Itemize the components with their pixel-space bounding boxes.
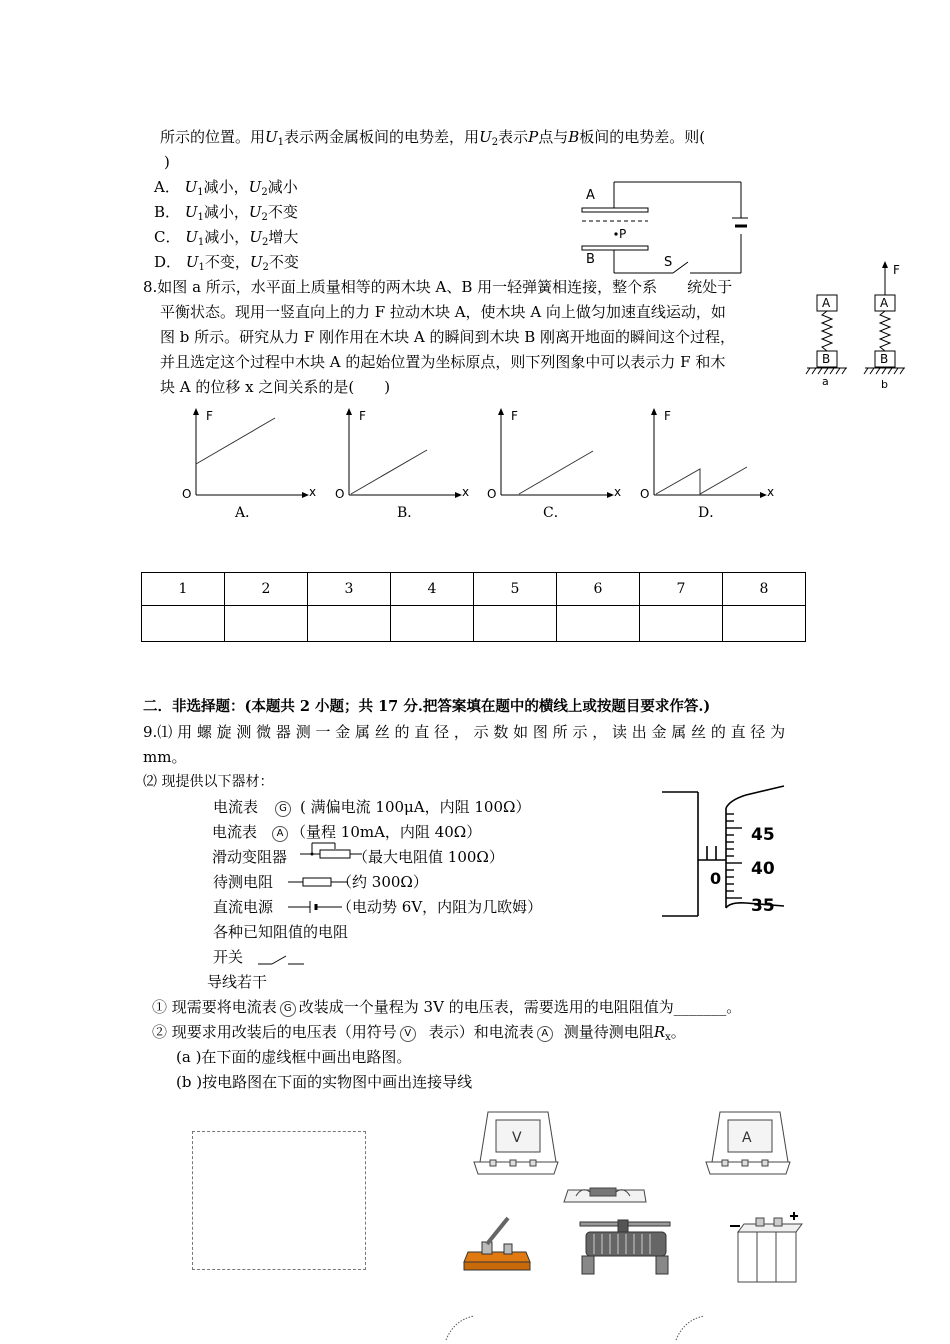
graph-c-origin: O bbox=[487, 487, 497, 501]
answer-cell[interactable] bbox=[391, 606, 474, 642]
section-2-title: 二．非选择题：(本题共 2 小题；共 17 分.把答案填在题中的横线上或按题目要求作答.) bbox=[143, 698, 711, 715]
block-b-label-a: B bbox=[822, 352, 831, 366]
force-f-label: F bbox=[893, 263, 900, 277]
answer-cell[interactable] bbox=[308, 606, 391, 642]
voltmeter-label: V bbox=[512, 1130, 522, 1146]
capacitor-circuit-figure bbox=[578, 176, 748, 276]
answer-number: 7 bbox=[640, 573, 723, 606]
q7-option-b[interactable]: B． $U_1$减小，$U_2$不变 bbox=[154, 203, 298, 223]
answer-cell[interactable] bbox=[640, 606, 723, 642]
graph-d-y: F bbox=[664, 409, 671, 423]
spring-blocks-figure bbox=[805, 258, 915, 393]
q9-part1-line2: mm。 bbox=[143, 748, 187, 766]
answer-cell[interactable] bbox=[723, 606, 806, 642]
q7-option-c[interactable]: C． $U_1$减小，$U_2$增大 bbox=[154, 228, 299, 248]
answer-table bbox=[141, 572, 806, 642]
equip-ammeter: 电流表 A （量程 10mA，内阻 40Ω） bbox=[212, 823, 482, 841]
answer-cell[interactable] bbox=[557, 606, 640, 642]
knife-switch-device[interactable] bbox=[460, 1212, 532, 1274]
partial-figure-left bbox=[440, 1312, 480, 1342]
ammeter-symbol-inline: A bbox=[537, 1026, 553, 1042]
resistor-symbol bbox=[287, 873, 349, 891]
graph-a[interactable] bbox=[180, 405, 320, 525]
graph-a-x: x bbox=[309, 485, 317, 499]
graph-b-option: B． bbox=[397, 505, 422, 521]
q8-line-3: 图 b 所示。研究从力 F 刚作用在木块 A 的瞬间到木块 B 刚离开地面的瞬间这个过程， bbox=[160, 328, 736, 346]
switch-symbol bbox=[256, 950, 306, 970]
partial-figure-right bbox=[670, 1312, 710, 1342]
q8-line-2: 平衡状态。现用一竖直向上的力 F 拉动木块 A，使木块 A 向上做匀加速直线运动，如 bbox=[160, 303, 726, 321]
point-p-label: P bbox=[619, 227, 627, 241]
answer-number: 1 bbox=[142, 573, 225, 606]
q8-line-5: 块 A 的位移 x 之间关系的是( ) bbox=[160, 378, 391, 396]
equip-source: 直流电源 （电动势 6V，内阻为几欧姆） bbox=[213, 898, 543, 916]
graph-b-y: F bbox=[359, 409, 366, 423]
battery-symbol bbox=[287, 893, 343, 917]
resistor-device[interactable] bbox=[560, 1180, 650, 1210]
plate-a-label: A bbox=[586, 188, 595, 203]
q9-part2-intro: ⑵ 现提供以下器材： bbox=[143, 774, 274, 790]
equip-galvanometer: 电流表 G ( 满偏电流 100μA，内阻 100Ω） bbox=[213, 798, 531, 816]
answer-number: 4 bbox=[391, 573, 474, 606]
graph-c-option: C． bbox=[543, 505, 568, 521]
circuit-drawing-box[interactable] bbox=[192, 1131, 366, 1270]
ammeter-symbol: A bbox=[272, 826, 288, 842]
block-b-label-b: B bbox=[880, 352, 889, 366]
graph-b-x: x bbox=[462, 485, 470, 499]
q9-part1-line1: 9.⑴ 用 螺 旋 测 微 器 测 一 金 属 丝 的 直 径 ， 示 数 如 图 所 示 ， 读 出 金 属 丝 的 直 径 为 bbox=[143, 723, 786, 741]
graph-d-x: x bbox=[767, 485, 775, 499]
q9-question-1: ① 现需要将电流表 G 改装成一个量程为 3V 的电压表，需要选用的电阻阻值为_______。 bbox=[152, 998, 742, 1016]
q8-line-4: 并且选定这个过程中木块 A 的起始位置为坐标原点，则下列图象中可以表示力 F 和木 bbox=[160, 353, 726, 371]
answer-number: 5 bbox=[474, 573, 557, 606]
graph-c[interactable] bbox=[485, 405, 625, 525]
graph-a-option: A． bbox=[235, 505, 260, 521]
answer-number: 6 bbox=[557, 573, 640, 606]
figure-b-caption: b bbox=[881, 378, 888, 391]
answer-table-input-row bbox=[142, 606, 806, 642]
battery-device[interactable] bbox=[728, 1210, 804, 1288]
block-a-label-b: A bbox=[880, 296, 889, 310]
q7-stem: 所示的位置。用$U_1$表示两金属板间的电势差，用$U_2$表示P点与B板间的电势差。则( bbox=[160, 128, 706, 148]
rheostat-device[interactable] bbox=[576, 1218, 674, 1278]
equip-switch: 开关 bbox=[213, 948, 244, 966]
micrometer-tick-45: 45 bbox=[751, 825, 775, 845]
graph-d-origin: O bbox=[640, 487, 650, 501]
graph-a-y: F bbox=[206, 409, 213, 423]
micrometer-tick-40: 40 bbox=[751, 859, 775, 879]
equip-resistors: 各种已知阻值的电阻 bbox=[213, 923, 349, 941]
voltmeter-symbol-inline: V bbox=[400, 1026, 416, 1042]
block-a-label-a: A bbox=[822, 296, 831, 310]
plate-b-label: B bbox=[586, 252, 595, 267]
voltmeter-device[interactable] bbox=[470, 1108, 560, 1180]
answer-cell[interactable] bbox=[225, 606, 308, 642]
galvanometer-symbol-inline: G bbox=[280, 1001, 296, 1017]
answer-cell[interactable] bbox=[142, 606, 225, 642]
switch-s-label: S bbox=[664, 255, 673, 270]
graph-d-option: D． bbox=[698, 505, 724, 521]
q9-question-b: (b )按电路图在下面的实物图中画出连接导线 bbox=[176, 1073, 473, 1091]
galvanometer-symbol: G bbox=[275, 801, 291, 817]
equip-wires: 导线若干 bbox=[207, 973, 268, 991]
answer-cell[interactable] bbox=[474, 606, 557, 642]
micrometer-tick-35: 35 bbox=[751, 896, 775, 916]
graph-b[interactable] bbox=[333, 405, 473, 525]
graph-c-x: x bbox=[614, 485, 622, 499]
micrometer-zero: 0 bbox=[710, 869, 722, 888]
q7-option-d[interactable]: D． $U_1$不变，$U_2$不变 bbox=[154, 253, 299, 273]
equip-rheostat: 滑动变阻器 （最大电阻值 100Ω） bbox=[212, 848, 504, 866]
graph-c-y: F bbox=[511, 409, 518, 423]
answer-table-header-row bbox=[142, 573, 806, 606]
micrometer-figure bbox=[660, 780, 790, 920]
equip-rx: 待测电阻 （约 300Ω） bbox=[213, 873, 428, 891]
answer-number: 2 bbox=[225, 573, 308, 606]
ammeter-device[interactable] bbox=[702, 1108, 792, 1180]
graph-b-origin: O bbox=[335, 487, 345, 501]
answer-number: 3 bbox=[308, 573, 391, 606]
q7-option-a[interactable]: A． $U_1$减小，$U_2$减小 bbox=[154, 178, 298, 198]
graph-a-origin: O bbox=[182, 487, 192, 501]
ammeter-label: A bbox=[742, 1130, 752, 1146]
q9-question-2: ② 现要求用改装后的电压表（用符号 V 表示）和电流表 A 测量待测电阻$R_x$。 bbox=[152, 1023, 686, 1043]
q8-line-1: 8.如图 a 所示，水平面上质量相等的两木块 A、B 用一轻弹簧相连接，整个系 统处于 bbox=[143, 278, 733, 296]
rheostat-symbol bbox=[298, 839, 364, 861]
q9-question-a: (a )在下面的虚线框中画出电路图。 bbox=[176, 1048, 412, 1066]
answer-number: 8 bbox=[723, 573, 806, 606]
q7-stem-close: ) bbox=[164, 153, 170, 171]
graph-d[interactable] bbox=[638, 405, 778, 525]
figure-a-caption: a bbox=[822, 375, 829, 388]
